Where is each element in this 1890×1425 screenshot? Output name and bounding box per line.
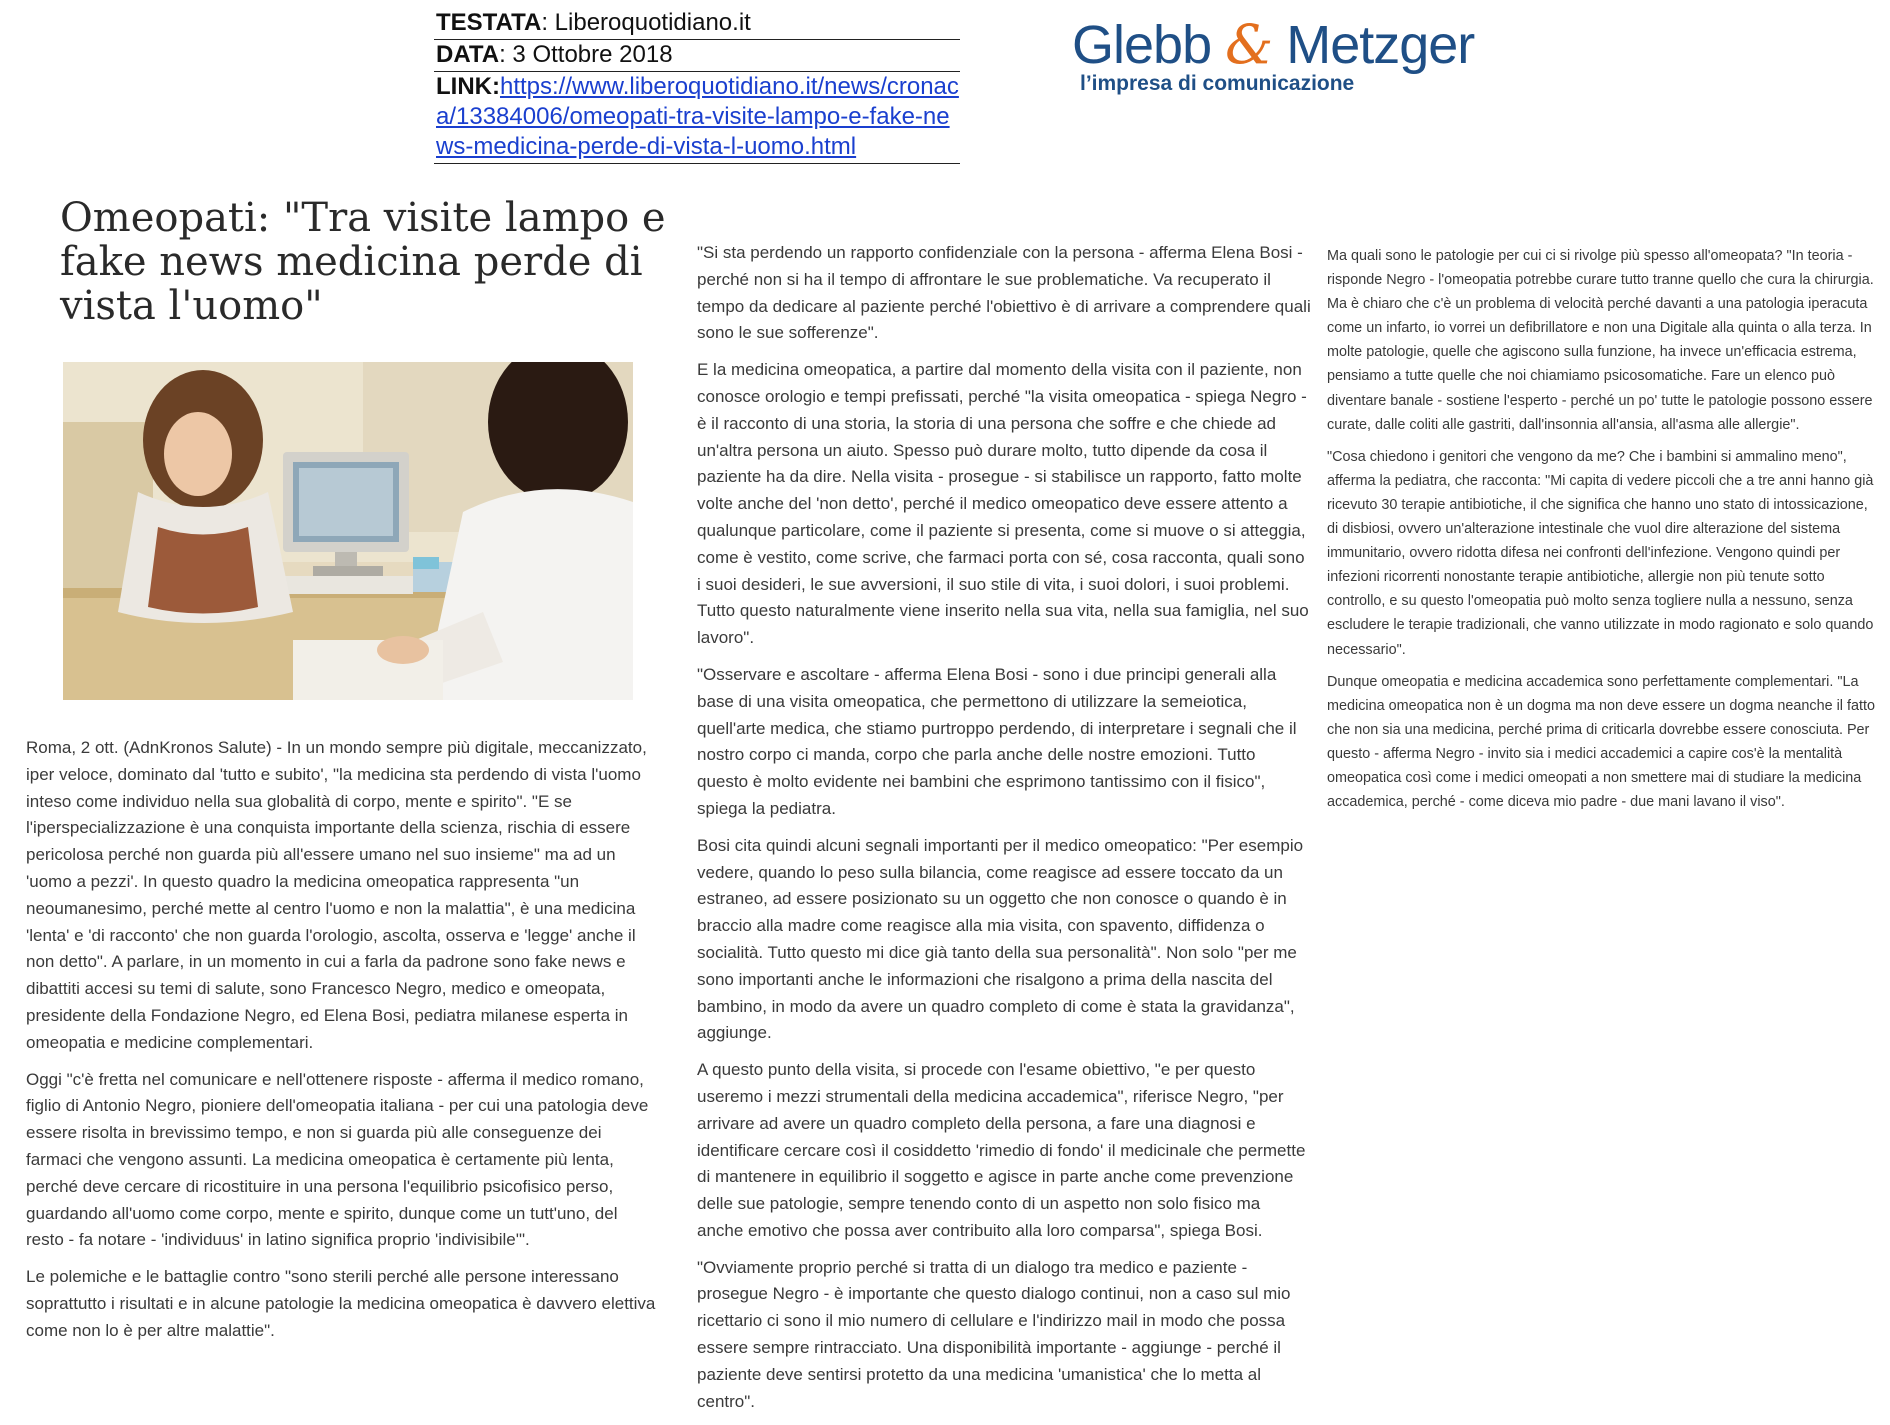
paragraph: Le polemiche e le battaglie contro "sono sterili perché alle persone interessano soprattutto i risultati e in alcune patologie la medicina omeopatica è davvero elettiva come non lo è per altre malattie".	[26, 1267, 656, 1340]
logo-ampersand: &	[1225, 13, 1273, 76]
testata-label: TESTATA	[436, 9, 542, 36]
logo-name-part1: Glebb	[1072, 15, 1212, 75]
agency-logo	[1072, 14, 1492, 104]
paragraph: "Ovviamente proprio perché si tratta di un dialogo tra medico e paziente - prosegue Negro - è importante che questo dialogo continui, non a caso sul mio ricettario ci sono il mio numero di cellulare e l'indirizzo mail in modo che possa essere sempre rintracciato. Una disponibilità importante - aggiunge - perché il paziente deve sentirsi protetto da una medicina 'umanistica' che lo metta al centro".	[697, 1257, 1291, 1411]
paragraph: Bosi cita quindi alcuni segnali importanti per il medico omeopatico: "Per esempio vedere, quando lo peso sulla bilancia, come reagisce ad essere toccato da un estraneo, ad essere posizionato su un oggetto che non conosce o quando è in braccio alla madre come reagisce alla mia visita, con spavento, diffidenza o socialità. Tutto questo mi dice già tanto della sua personalità". Non solo "per me sono importanti anche le informazioni che risalgono a prima della nascita del bambino, in modo da avere un quadro completo di come è stata la gravidanza", aggiunge.	[697, 835, 1304, 1043]
paragraph: Roma, 2 ott. (AdnKronos Salute) - In un mondo sempre più digitale, meccanizzato, iper veloce, dominato dal 'tutto e subito', "la medicina sta perdendo di vista l'uomo inteso come individuo nella sua globalità di corpo, mente e spirito". "E se l'iperspecializzazione è una conquista importante della scienza, rischia di essere pericolosa perché non guarda più all'essere umano nel suo insieme" ma ad un 'uomo a pezzi'. In questo quadro la medicina omeopatica rappresenta "un neoumanesimo, perché mette al centro l'uomo e non la malattia", è una medicina 'lenta' e 'di racconto' che non guarda l'orologio, ascolta, osserva e 'legge' anche il non detto". A parlare, in un momento in cui a farla da padrone sono fake news e dibattiti accesi su temi di salute, sono Francesco Negro, medico e omeopata, presidente della Fondazione Negro, ed Elena Bosi, pediatra milanese esperta in omeopatia e medicine complementari.	[26, 738, 647, 1052]
article-column-1	[26, 735, 658, 1355]
paragraph: Ma quali sono le patologie per cui ci si rivolge più spesso all'omeopata? "In teoria - risponde Negro - l'omeopatia potrebbe curare tutto tranne quello che cura la chirurgia. Ma è chiaro che c'è un problema di velocità perché davanti a una patologia iperacuta come un infarto, io vorrei un defibrillatore e non una Digitale alla quinta o alla terza. In molte patologie, quelle che agiscono sulla funzione, ha invece un'efficacia estrema, pensiamo a tutte quelle che noi chiamiamo psicosomatiche. Fare un elenco può diventare banale - sostiene l'esperto - perché un po' tutte le patologie possono essere curate, dalle coliti alle gastriti, dall'insonnia all'ansia, all'asma alle allergie".	[1327, 248, 1874, 433]
date-value: : 3 Ottobre 2018	[499, 41, 673, 68]
testata-row	[434, 8, 960, 40]
logo-name	[1072, 14, 1492, 76]
article-headline: Omeopati: "Tra visite lampo e fake news medicina perde di vista l'uomo"	[60, 195, 666, 329]
date-label: DATA	[436, 41, 500, 68]
link-label: LINK:	[436, 73, 500, 100]
paragraph: "Cosa chiedono i genitori che vengono da me? Che i bambini si ammalino meno", afferma la pediatra, che racconta: "Mi capita di vedere piccoli che a tre anni hanno già ricevuto 30 terapie antibiotiche, il che significa che hanno uno stato di intossicazione, di disbiosi, ovvero un'alterazione intestinale che vuol dire alterazione del sistema immunitario, ovvero ridotta difesa nei confronti dell'infezione. Vengono quindi per infezioni ricorrenti nonostante terapie antibiotiche, allergie non più tenute sotto controllo, e su questo l'omeopatia può molto senza togliere nulla a nessuno, senza escludere le terapie tradizionali, che vanno utilizzate in modo ragionato e solo quando necessario".	[1327, 448, 1874, 658]
logo-name-part2: Metzger	[1286, 15, 1475, 75]
press-clipping-header	[434, 8, 960, 164]
article-photo	[63, 362, 633, 700]
paragraph: Oggi "c'è fretta nel comunicare e nell'ottenere risposte - afferma il medico romano, figlio di Antonio Negro, pioniere dell'omeopatia italiana - per cui una patologia deve essere risolta in brevissimo tempo, e non si guarda più alle conseguenze dei farmaci che vengono assunti. La medicina omeopatica è certamente più lenta, perché deve cercare di ricostituire in una persona l'equilibrio psicofisico perso, guardando all'uomo come corpo, mente e spirito, dunque come un tutt'uno, del resto - fa notare - 'individuus' in latino significa proprio 'indivisibile'".	[26, 1069, 649, 1250]
paragraph: "Osservare e ascoltare - afferma Elena Bosi - sono i due principi generali alla base di una visita omeopatica, che permettono di utilizzare la semeiotica, quell'arte medica, che stiamo purtroppo perdendo, di interpretare i segnali che il nostro corpo ci manda, corpo che parla anche delle nostre emozioni. Tutto questo è molto evidente nei bambini che esprimono tantissimo con il fisico", spiega la pediatra.	[697, 664, 1297, 818]
paragraph: E la medicina omeopatica, a partire dal momento della visita con il paziente, non conosce orologio e tempi prefissati, perché "la visita omeopatica - spiega Negro - è il racconto di una storia, la storia di una persona che soffre e che chiede ad un'altra persona un aiuto. Spesso può durare molto, tutto dipende da cosa il paziente ha da dire. Nella visita - prosegue - si stabilisce un rapporto, fatto molte volte anche del 'non detto', perché il medico omeopatico deve essere attento a qualunque particolare, come il paziente si presenta, come si muove o si atteggia, come è vestito, come scrive, che farmaci porta con sé, cosa racconta, quali sono i suoi desideri, le sue avversioni, il suo stile di vita, i suoi dolori, i suoi problemi. Tutto questo naturalmente viene inserito nella sua vita, nella sua famiglia, nel suo lavoro".	[697, 360, 1309, 648]
article-link[interactable]: https://www.liberoquotidiano.it/news/cronaca/13384006/omeopati-tra-visite-lampo-e-fake-news-medicina-perde-di-vista-l-uomo.html	[436, 73, 959, 160]
paragraph: A questo punto della visita, si procede con l'esame obiettivo, "e per questo useremo i mezzi strumentali della medicina accademica", riferisce Negro, "per arrivare ad avere un quadro completo della persona, a fare una diagnosi e identificare cercare così il cosiddetto 'rimedio di fondo' il medicinale che permette di mantenere in equilibrio il soggetto e agisce in parte anche come prevenzione delle sue patologie, sempre tenendo conto di un aspetto non solo fisico ma anche emotivo che possa aver contribuito alla loro comparsa", spiega Bosi.	[697, 1060, 1306, 1240]
paragraph: Dunque omeopatia e medicina accademica sono perfettamente complementari. "La medicina omeopatica non è un dogma ma non deve essere un dogma neanche il fatto che non sia una medicina, perché prima di criticarla dovrebbe essere conosciuta. Per questo - afferma Negro - invito sia i medici accademici a capire cos'è la mentalità omeopatica così come i medici omeopati a non smettere mai di studiare la medicina accademica, perché - come diceva mio padre - due mani lavano il viso".	[1327, 673, 1876, 811]
article-column-3	[1327, 244, 1881, 822]
logo-tagline: l’impresa di comunicazione	[1080, 72, 1355, 95]
paragraph: "Si sta perdendo un rapporto confidenziale con la persona - afferma Elena Bosi - perché non si ha il tempo di affrontare le sue problematiche. Va recuperato il tempo da dedicare al paziente perché l'obiettivo è di arrivare a comprendere quali sono le sue sofferenze".	[697, 243, 1311, 343]
date-row	[434, 40, 960, 72]
article-column-2	[697, 240, 1311, 1425]
link-row	[434, 72, 960, 164]
testata-value: : Liberoquotidiano.it	[541, 9, 751, 36]
